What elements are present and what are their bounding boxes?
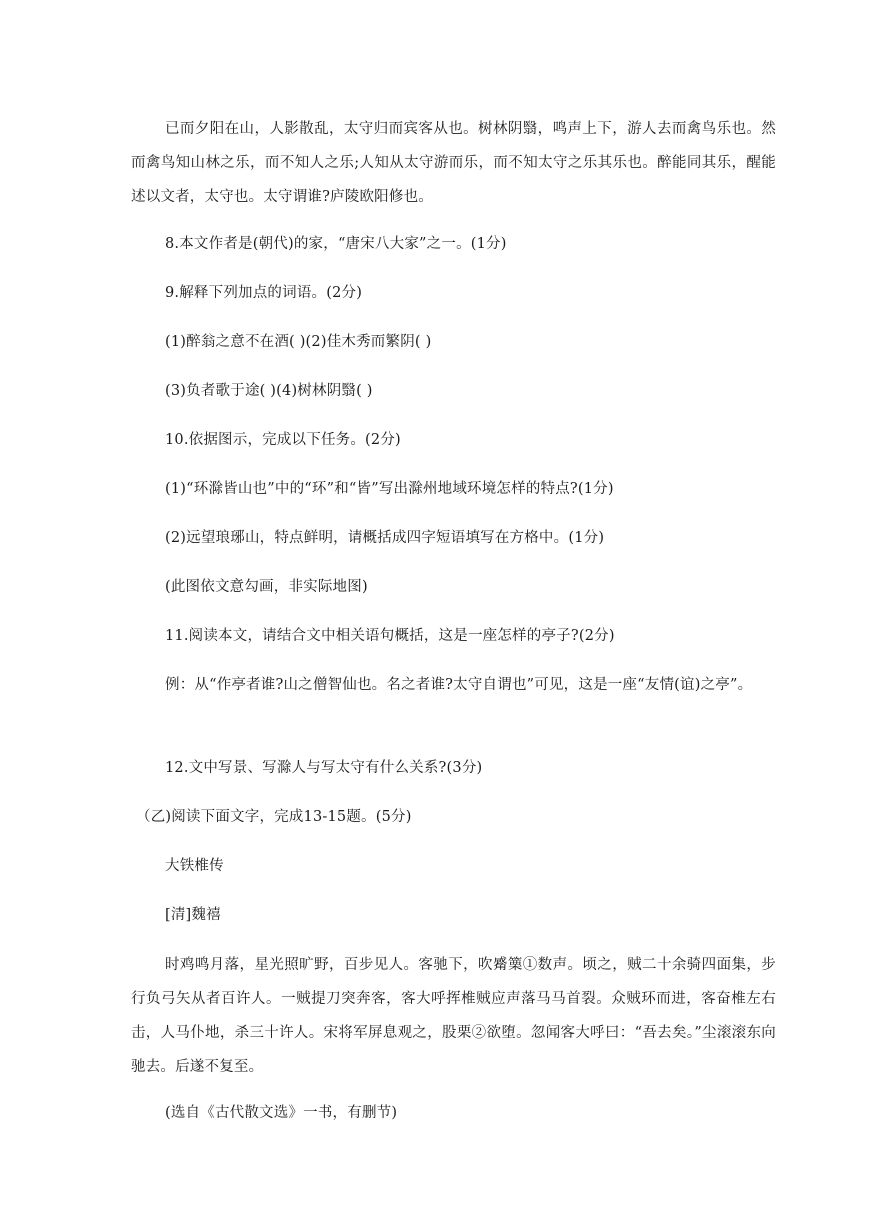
question-11-example: 例：从“作亭者谁?山之僧智仙也。名之者谁?太守自谓也”可见，这是一座“友情(谊)之亭”。 xyxy=(165,677,753,693)
passage-source: (选自《古代散文选》一书，有删节) xyxy=(165,1105,398,1121)
question-10: 10.依据图示，完成以下任务。(2分) xyxy=(165,432,401,448)
question-9-items-1: (1)醉翁之意不在酒( )(2)佳木秀而繁阴( ) xyxy=(165,334,432,350)
question-10-2: (2)远望琅琊山，特点鲜明，请概括成四字短语填写在方格中。(1分) xyxy=(165,530,605,546)
passage-yi-body: 时鸡鸣月落，星光照旷野，百步见人。客驰下，吹觱篥①数声。顷之，贼二十余骑四面集，步行负弓矢从者百许人。一贼提刀突奔客，客大呼挥椎贼应声落马马首裂。众贼环而进，客奋椎左右击，人马仆地，杀三十许人。宋将军屏息观之，股栗②欲堕。忽闻客大呼曰：“吾去矣。”尘滚滚东向驰去。后遂不复至。 xyxy=(131,957,776,1075)
question-12: 12.文中写景、写滁人与写太守有什么关系?(3分) xyxy=(165,760,483,776)
question-11: 11.阅读本文，请结合文中相关语句概括，这是一座怎样的亭子?(2分) xyxy=(165,628,615,644)
question-10-1: (1)“环滁皆山也”中的“环”和“皆”写出滁州地域环境怎样的特点?(1分) xyxy=(165,481,614,497)
question-9-items-2: (3)负者歌于途( )(4)树林阴翳( ) xyxy=(165,383,373,399)
section-yi-heading: （乙)阅读下面文字，完成13-15题。(5分) xyxy=(136,809,412,825)
question-8: 8.本文作者是(朝代)的家，“唐宋八大家”之一。(1分) xyxy=(165,236,507,252)
question-10-note: (此图依文意勾画，非实际地图) xyxy=(165,579,368,595)
passage-author: [清]魏禧 xyxy=(165,907,221,923)
passage-title: 大铁椎传 xyxy=(165,858,224,874)
question-9: 9.解释下列加点的词语。(2分) xyxy=(165,285,363,301)
passage-jia-tail: 已而夕阳在山，人影散乱，太守归而宾客从也。树林阴翳，鸣声上下，游人去而禽鸟乐也。然而禽鸟知山林之乐，而不知人之乐;人知从太守游而乐，而不知太守之乐其乐也。醉能同其乐，醒能述以文者，太守也。太守谓谁?庐陵欧阳修也。 xyxy=(131,121,776,205)
